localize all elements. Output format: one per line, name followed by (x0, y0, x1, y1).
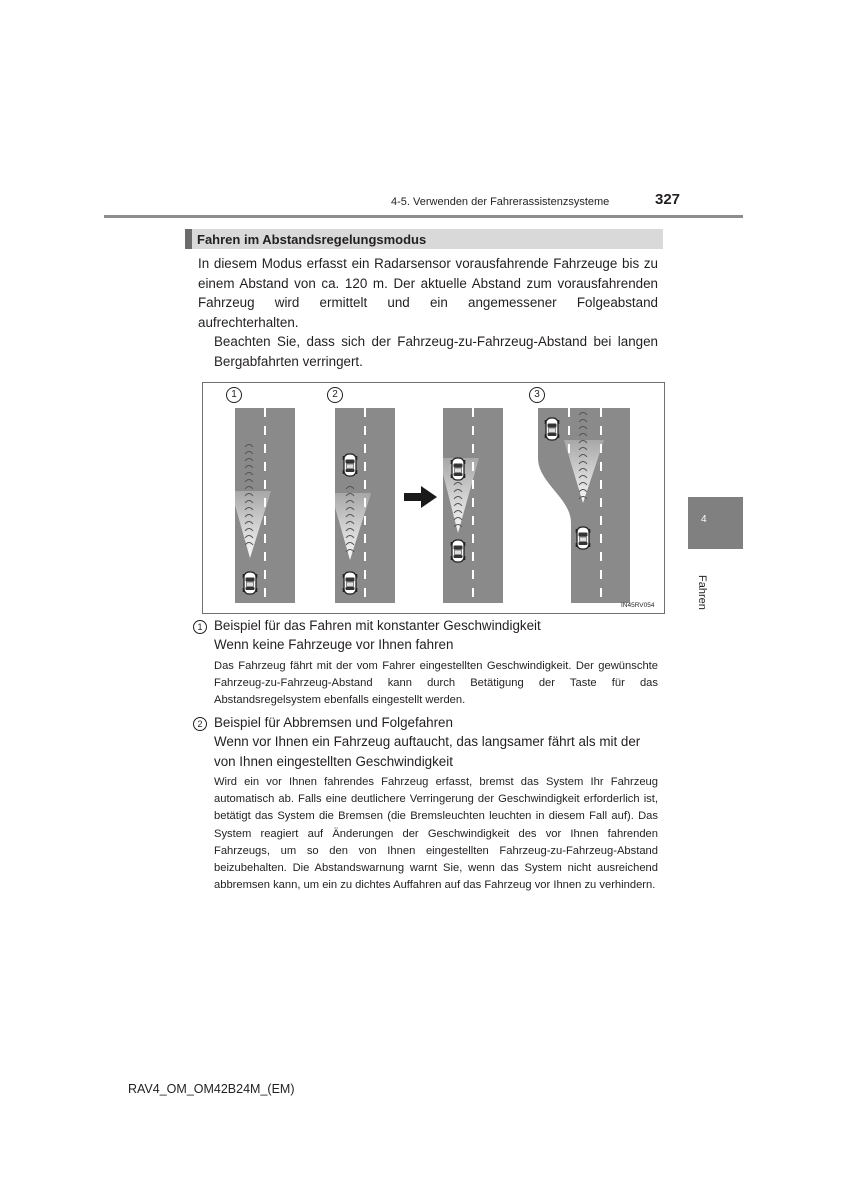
own-car-1 (243, 572, 258, 594)
section-bar-accent (185, 229, 192, 249)
page-number: 327 (655, 191, 681, 208)
figure-label-3: 3 (529, 387, 545, 403)
item-1-subtitle: Wenn keine Fahrzeuge vor Ihnen fahren (214, 637, 454, 652)
own-car-2 (343, 572, 358, 594)
lead-car-2 (343, 454, 358, 476)
note-paragraph: Beachten Sie, dass sich der Fahrzeug-zu-Fahrzeug-Abstand bei langen Bergabfahrten verringert. (214, 334, 658, 369)
header-section-title: 4-5. Verwenden der Fahrerassistenzsysteme (391, 196, 610, 208)
transition-arrow (404, 486, 437, 508)
chapter-tab-number: 4 (701, 514, 707, 525)
intro-paragraph: In diesem Modus erfasst ein Radarsensor vorausfahrende Fahrzeuge bis zu einem Abstand von ca. 120 m. Der aktuelle Abstand zum vorausfahrenden Fahrzeug wird ermittelt und ein angemessener Folgeabstand aufrechterhalten. (198, 256, 658, 330)
figure-label-2: 2 (327, 387, 343, 403)
figure-label-1: 1 (226, 387, 242, 403)
figure-code: IN45RV054 (621, 602, 655, 609)
own-car-3 (451, 540, 466, 562)
merging-car-4 (545, 418, 560, 440)
item-2-title: Beispiel für Abbremsen und Folgefahren (214, 715, 453, 730)
item-1-title: Beispiel für das Fahren mit konstanter Geschwindigkeit (214, 618, 541, 633)
figure-illustration (202, 382, 665, 614)
chapter-tab-label: Fahren (696, 575, 708, 610)
section-title: Fahren im Abstandsregelungsmodus (197, 232, 427, 247)
chapter-tab (688, 497, 743, 549)
header-rule (104, 215, 743, 218)
item-2-marker: 2 (193, 717, 207, 731)
footer-document-code: RAV4_OM_OM42B24M_(EM) (128, 1082, 295, 1096)
lead-car-3 (451, 458, 466, 480)
item-2-subtitle: Wenn vor Ihnen ein Fahrzeug auftaucht, das langsamer fährt als mit der von Ihnen eingestellten Geschwindigkeit (214, 734, 641, 769)
own-car-4 (576, 527, 591, 549)
road-diagram (203, 383, 664, 613)
item-1-body: Das Fahrzeug fährt mit der vom Fahrer eingestellten Geschwindigkeit. Der gewünschte Fahrzeug-zu-Fahrzeug-Abstand kann durch Betätigung der Taste für das Abstandsregelsystem ebenfalls eingestellt werden. (214, 660, 658, 707)
item-1-marker: 1 (193, 620, 207, 634)
item-2-body: Wird ein vor Ihnen fahrendes Fahrzeug erfasst, bremst das System Ihr Fahrzeug automatisch ab. Falls eine deutlichere Verringerung der Geschwindigkeit erforderlich ist, betätigt das System die Bremsen (die Bremsleuchten leuchten in diesem Fall auf). Das System reagiert auf Änderungen der Geschwindigkeit des vor Ihnen fahrenden Fahrzeugs, um so den von Ihnen eingestellten Fahrzeug-zu-Fahrzeug-Abstand beizubehalten. Die Abstandswarnung warnt Sie, wenn das System nicht ausreichend abbremsen kann, um ein zu dichtes Auffahren auf das Fahrzeug vor Ihnen zu verhindern. (214, 776, 658, 892)
